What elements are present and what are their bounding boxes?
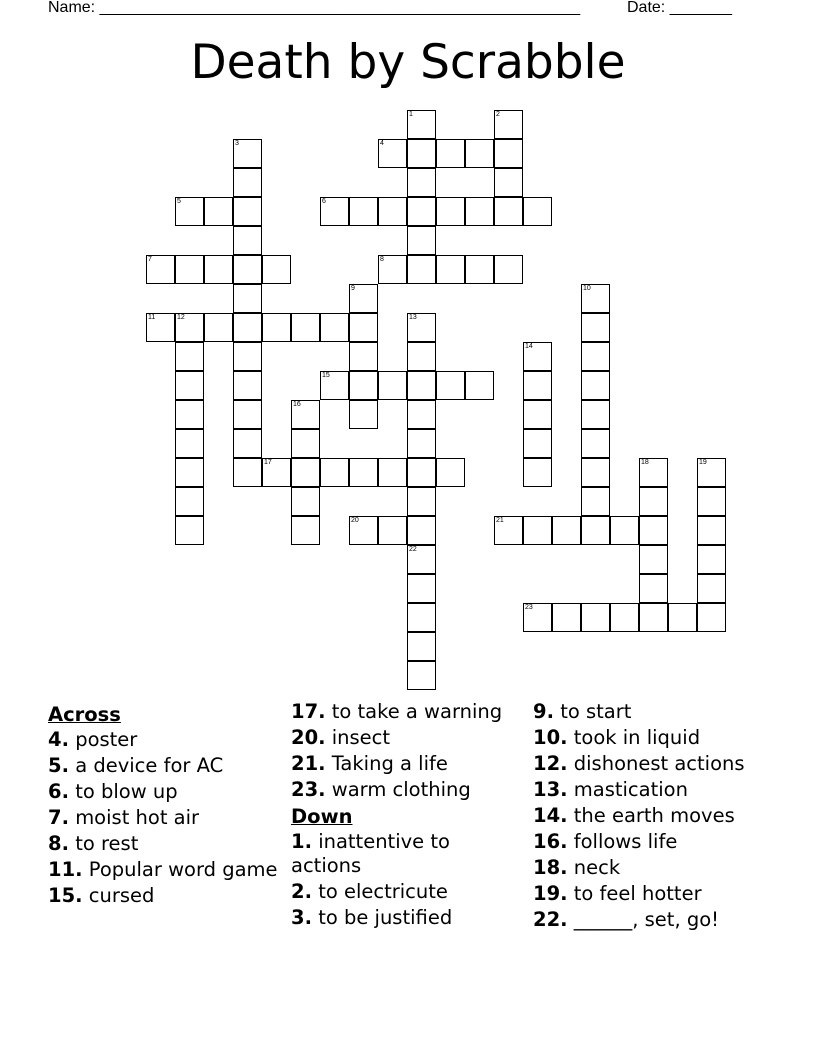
grid-cell[interactable] xyxy=(175,197,204,226)
clue-item xyxy=(291,778,521,802)
clue-item xyxy=(533,908,803,932)
clue-text: cursed xyxy=(88,884,155,907)
grid-cell[interactable] xyxy=(494,255,523,284)
clue-item xyxy=(48,780,278,804)
grid-cell[interactable] xyxy=(697,516,726,545)
clue-text: took in liquid xyxy=(573,726,701,749)
cell-number: 10 xyxy=(583,285,591,292)
clue-number: 5. xyxy=(48,754,69,777)
grid-cell[interactable] xyxy=(291,313,320,342)
grid-cell[interactable] xyxy=(465,139,494,168)
clue-number: 19. xyxy=(533,882,568,905)
name-field[interactable]: Name: ______________________________________________________ xyxy=(48,0,581,16)
grid-cell[interactable] xyxy=(407,255,436,284)
grid-cell[interactable] xyxy=(407,632,436,661)
grid-cell[interactable] xyxy=(494,197,523,226)
clue-text: poster xyxy=(75,728,138,751)
grid-cell[interactable] xyxy=(262,458,291,487)
grid-cell[interactable] xyxy=(610,603,639,632)
grid-cell[interactable] xyxy=(697,458,726,487)
clue-text: a device for AC xyxy=(75,754,224,777)
grid-cell[interactable] xyxy=(233,458,262,487)
clue-item xyxy=(291,726,521,750)
grid-cell[interactable] xyxy=(233,284,262,313)
clue-number: 16. xyxy=(533,830,568,853)
clue-text: follows life xyxy=(573,830,678,853)
grid-cell[interactable] xyxy=(436,197,465,226)
clue-item xyxy=(533,752,803,776)
clue-text: mastication xyxy=(573,778,688,801)
grid-cell[interactable] xyxy=(436,139,465,168)
grid-cell[interactable] xyxy=(407,342,436,371)
cell-number: 15 xyxy=(322,372,330,379)
clue-item xyxy=(533,882,803,906)
clue-number: 17. xyxy=(291,700,326,723)
grid-cell[interactable] xyxy=(436,371,465,400)
grid-cell[interactable] xyxy=(320,313,349,342)
grid-cell[interactable] xyxy=(378,458,407,487)
clue-item xyxy=(48,858,278,882)
grid-cell[interactable] xyxy=(465,197,494,226)
cell-number: 5 xyxy=(177,198,181,205)
grid-cell[interactable] xyxy=(581,284,610,313)
clue-number: 18. xyxy=(533,856,568,879)
grid-cell[interactable] xyxy=(175,516,204,545)
puzzle-title: Death by Scrabble xyxy=(190,35,626,90)
clue-number: 3. xyxy=(291,906,312,929)
grid-cell[interactable] xyxy=(378,255,407,284)
grid-cell[interactable] xyxy=(523,429,552,458)
grid-cell[interactable] xyxy=(523,342,552,371)
grid-cell[interactable] xyxy=(639,574,668,603)
grid-cell[interactable] xyxy=(407,371,436,400)
clue-item xyxy=(533,700,803,724)
cell-number: 2 xyxy=(496,111,500,118)
grid-cell[interactable] xyxy=(407,110,436,139)
clue-item xyxy=(533,804,803,828)
grid-cell[interactable] xyxy=(407,516,436,545)
grid-cell[interactable] xyxy=(668,603,697,632)
cell-number: 7 xyxy=(148,256,152,263)
grid-cell[interactable] xyxy=(436,255,465,284)
clue-text: to blow up xyxy=(75,780,178,803)
grid-cell[interactable] xyxy=(610,516,639,545)
grid-cell[interactable] xyxy=(146,255,175,284)
grid-cell[interactable] xyxy=(320,458,349,487)
grid-cell[interactable] xyxy=(407,661,436,690)
date-field[interactable]: Date: _______ xyxy=(627,0,732,16)
grid-cell[interactable] xyxy=(581,313,610,342)
grid-cell[interactable] xyxy=(320,371,349,400)
grid-cell[interactable] xyxy=(233,197,262,226)
grid-cell[interactable] xyxy=(407,545,436,574)
clue-text: Taking a life xyxy=(331,752,448,775)
grid-cell[interactable] xyxy=(204,255,233,284)
cell-number: 20 xyxy=(351,517,359,524)
clue-text: to take a warning xyxy=(331,700,503,723)
grid-cell[interactable] xyxy=(233,139,262,168)
grid-cell[interactable] xyxy=(523,400,552,429)
clue-number: 4. xyxy=(48,728,69,751)
grid-cell[interactable] xyxy=(552,516,581,545)
grid-cell[interactable] xyxy=(407,313,436,342)
clue-text: dishonest actions xyxy=(573,752,745,775)
clue-number: 1. xyxy=(291,830,312,853)
clue-item xyxy=(291,700,521,724)
grid-cell[interactable] xyxy=(407,197,436,226)
clue-column-1 xyxy=(48,700,278,910)
grid-cell[interactable] xyxy=(494,139,523,168)
clue-column-2 xyxy=(291,700,521,932)
grid-cell[interactable] xyxy=(175,313,204,342)
grid-cell[interactable] xyxy=(291,487,320,516)
grid-cell[interactable] xyxy=(233,226,262,255)
grid-cell[interactable] xyxy=(233,168,262,197)
grid-cell[interactable] xyxy=(175,255,204,284)
cell-number: 21 xyxy=(496,517,504,524)
grid-cell[interactable] xyxy=(349,197,378,226)
grid-cell[interactable] xyxy=(581,342,610,371)
clue-text: to start xyxy=(560,700,632,723)
grid-cell[interactable] xyxy=(407,139,436,168)
clue-number: 20. xyxy=(291,726,326,749)
grid-cell[interactable] xyxy=(639,516,668,545)
grid-cell[interactable] xyxy=(407,429,436,458)
clue-number: 21. xyxy=(291,752,326,775)
grid-cell[interactable] xyxy=(349,400,378,429)
clue-item xyxy=(291,880,521,904)
clue-text: to rest xyxy=(75,832,139,855)
clue-number: 14. xyxy=(533,804,568,827)
grid-cell[interactable] xyxy=(581,458,610,487)
grid-cell[interactable] xyxy=(639,603,668,632)
cell-number: 9 xyxy=(351,285,355,292)
cell-number: 1 xyxy=(409,111,413,118)
grid-cell[interactable] xyxy=(233,371,262,400)
cell-number: 6 xyxy=(322,198,326,205)
grid-cell[interactable] xyxy=(175,429,204,458)
grid-cell[interactable] xyxy=(407,603,436,632)
grid-cell[interactable] xyxy=(349,342,378,371)
grid-cell[interactable] xyxy=(523,603,552,632)
clue-text: ______, set, go! xyxy=(573,908,719,931)
clue-item xyxy=(533,830,803,854)
grid-cell[interactable] xyxy=(639,545,668,574)
grid-cell[interactable] xyxy=(291,400,320,429)
clue-item xyxy=(533,856,803,880)
clue-number: 9. xyxy=(533,700,554,723)
grid-cell[interactable] xyxy=(436,458,465,487)
clue-column-3 xyxy=(533,700,803,934)
grid-cell[interactable] xyxy=(291,429,320,458)
clue-number: 12. xyxy=(533,752,568,775)
grid-cell[interactable] xyxy=(175,458,204,487)
clue-item xyxy=(533,726,803,750)
cell-number: 19 xyxy=(699,459,707,466)
clue-number: 2. xyxy=(291,880,312,903)
grid-cell[interactable] xyxy=(204,313,233,342)
clue-text: to feel hotter xyxy=(573,882,702,905)
grid-cell[interactable] xyxy=(146,313,175,342)
grid-cell[interactable] xyxy=(639,487,668,516)
grid-cell[interactable] xyxy=(697,487,726,516)
cell-number: 23 xyxy=(525,604,533,611)
grid-cell[interactable] xyxy=(349,313,378,342)
grid-cell[interactable] xyxy=(320,197,349,226)
clue-number: 22. xyxy=(533,908,568,931)
grid-cell[interactable] xyxy=(349,371,378,400)
grid-cell[interactable] xyxy=(233,342,262,371)
clue-number: 23. xyxy=(291,778,326,801)
clue-item xyxy=(291,830,521,878)
grid-cell[interactable] xyxy=(204,197,233,226)
grid-cell[interactable] xyxy=(407,400,436,429)
grid-cell[interactable] xyxy=(407,168,436,197)
clue-item xyxy=(48,884,278,908)
grid-cell[interactable] xyxy=(581,429,610,458)
clue-text: the earth moves xyxy=(573,804,735,827)
grid-cell[interactable] xyxy=(233,429,262,458)
grid-cell[interactable] xyxy=(175,487,204,516)
cell-number: 8 xyxy=(380,256,384,263)
cell-number: 16 xyxy=(293,401,301,408)
grid-cell[interactable] xyxy=(494,110,523,139)
clue-number: 6. xyxy=(48,780,69,803)
grid-cell[interactable] xyxy=(552,603,581,632)
clue-text: inattentive to actions xyxy=(291,830,450,877)
grid-cell[interactable] xyxy=(697,545,726,574)
clue-item xyxy=(291,752,521,776)
clue-number: 10. xyxy=(533,726,568,749)
grid-cell[interactable] xyxy=(233,313,262,342)
cell-number: 17 xyxy=(264,459,272,466)
clue-text: moist hot air xyxy=(75,806,200,829)
grid-cell[interactable] xyxy=(697,603,726,632)
grid-cell[interactable] xyxy=(581,603,610,632)
clue-text: insect xyxy=(331,726,391,749)
grid-cell[interactable] xyxy=(523,197,552,226)
grid-cell[interactable] xyxy=(378,516,407,545)
grid-cell[interactable] xyxy=(233,400,262,429)
cell-number: 11 xyxy=(148,314,156,321)
clue-text: to electricute xyxy=(318,880,448,903)
grid-cell[interactable] xyxy=(581,487,610,516)
grid-cell[interactable] xyxy=(494,168,523,197)
clue-number: 8. xyxy=(48,832,69,855)
grid-cell[interactable] xyxy=(175,400,204,429)
cell-number: 14 xyxy=(525,343,533,350)
grid-cell[interactable] xyxy=(581,400,610,429)
down-heading: Down xyxy=(291,805,353,828)
grid-cell[interactable] xyxy=(378,139,407,168)
cell-number: 3 xyxy=(235,140,239,147)
grid-cell[interactable] xyxy=(494,516,523,545)
grid-cell[interactable] xyxy=(465,371,494,400)
grid-cell[interactable] xyxy=(291,458,320,487)
cell-number: 18 xyxy=(641,459,649,466)
grid-cell[interactable] xyxy=(349,516,378,545)
cell-number: 13 xyxy=(409,314,417,321)
clue-item xyxy=(48,832,278,856)
grid-cell[interactable] xyxy=(523,371,552,400)
grid-cell[interactable] xyxy=(465,255,494,284)
grid-cell[interactable] xyxy=(262,313,291,342)
clue-item xyxy=(48,728,278,752)
grid-cell[interactable] xyxy=(523,516,552,545)
across-heading: Across xyxy=(48,703,121,726)
grid-cell[interactable] xyxy=(523,458,552,487)
grid-cell[interactable] xyxy=(407,458,436,487)
clue-item xyxy=(48,754,278,778)
clue-item xyxy=(48,806,278,830)
grid-cell[interactable] xyxy=(639,458,668,487)
grid-cell[interactable] xyxy=(291,516,320,545)
clue-number: 13. xyxy=(533,778,568,801)
grid-cell[interactable] xyxy=(262,255,291,284)
clue-text: Popular word game xyxy=(88,858,278,881)
grid-cell[interactable] xyxy=(175,342,204,371)
clue-number: 11. xyxy=(48,858,83,881)
grid-cell[interactable] xyxy=(697,574,726,603)
grid-cell[interactable] xyxy=(349,458,378,487)
grid-cell[interactable] xyxy=(581,371,610,400)
grid-cell[interactable] xyxy=(233,255,262,284)
clue-item xyxy=(291,906,521,930)
grid-cell[interactable] xyxy=(349,284,378,313)
clue-number: 15. xyxy=(48,884,83,907)
grid-cell[interactable] xyxy=(378,197,407,226)
grid-cell[interactable] xyxy=(407,574,436,603)
cell-number: 22 xyxy=(409,546,417,553)
grid-cell[interactable] xyxy=(175,371,204,400)
clue-text: to be justified xyxy=(318,906,453,929)
grid-cell[interactable] xyxy=(378,371,407,400)
grid-cell[interactable] xyxy=(407,226,436,255)
clue-item xyxy=(533,778,803,802)
clue-number: 7. xyxy=(48,806,69,829)
grid-cell[interactable] xyxy=(581,516,610,545)
clue-text: neck xyxy=(573,856,621,879)
grid-cell[interactable] xyxy=(407,487,436,516)
cell-number: 4 xyxy=(380,140,384,147)
clue-text: warm clothing xyxy=(331,778,471,801)
cell-number: 12 xyxy=(177,314,185,321)
